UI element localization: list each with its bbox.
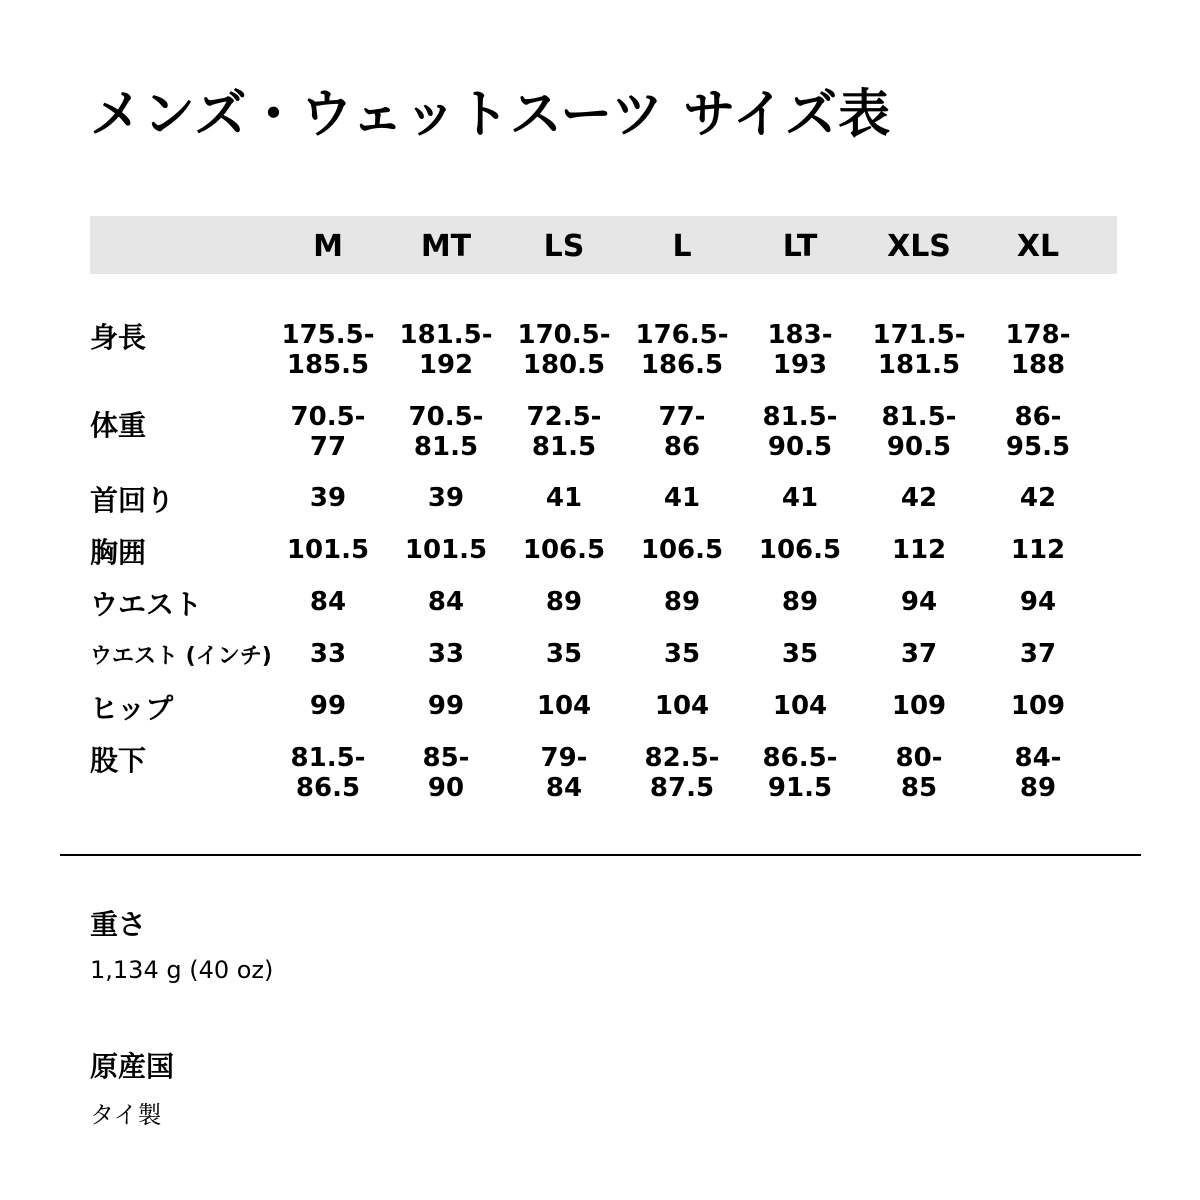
- table-cell: 101.5: [286, 535, 370, 565]
- row-label-waist-inches: ウエスト (インチ): [90, 644, 272, 669]
- table-cell: 42: [1019, 483, 1057, 513]
- table-cell: 42: [900, 483, 938, 513]
- table-cell: 41: [781, 483, 819, 513]
- row-label-inseam: 股下: [90, 744, 147, 777]
- table-cell: 39: [309, 483, 347, 513]
- table-cell: 109: [1010, 691, 1066, 721]
- table-cell: 41: [663, 483, 701, 513]
- column-header-xl: XL: [1016, 229, 1060, 264]
- table-cell: 99: [427, 691, 465, 721]
- table-cell: 35: [663, 639, 701, 669]
- column-header-xls: XLS: [887, 229, 951, 264]
- table-cell: 101.5: [404, 535, 488, 565]
- row-label-waist: ウエスト: [90, 588, 203, 621]
- table-cell: 85- 90: [422, 743, 470, 803]
- table-cell: 183- 193: [767, 320, 833, 380]
- table-cell: 104: [654, 691, 710, 721]
- origin-value: タイ製: [90, 1101, 162, 1129]
- table-cell: 70.5- 77: [290, 402, 366, 462]
- table-cell: 33: [427, 639, 465, 669]
- table-cell: 109: [891, 691, 947, 721]
- table-cell: 82.5- 87.5: [644, 743, 720, 803]
- table-cell: 84: [427, 587, 465, 617]
- table-cell: 79- 84: [540, 743, 588, 803]
- table-cell: 106.5: [758, 535, 842, 565]
- table-cell: 99: [309, 691, 347, 721]
- table-cell: 106.5: [640, 535, 724, 565]
- section-divider: [60, 854, 1141, 856]
- weight-value: 1,134 g (40 oz): [90, 956, 274, 984]
- table-cell: 35: [781, 639, 819, 669]
- column-header-mt: MT: [420, 229, 472, 264]
- table-cell: 77- 86: [658, 402, 706, 462]
- table-cell: 81.5- 90.5: [762, 402, 838, 462]
- column-header-l: L: [672, 229, 692, 264]
- table-cell: 41: [545, 483, 583, 513]
- row-label-height: 身長: [90, 321, 147, 354]
- table-cell: 104: [772, 691, 828, 721]
- table-cell: 35: [545, 639, 583, 669]
- table-cell: 175.5- 185.5: [281, 320, 375, 380]
- table-cell: 106.5: [522, 535, 606, 565]
- column-header-m: M: [313, 229, 343, 264]
- table-cell: 170.5- 180.5: [517, 320, 611, 380]
- column-header-ls: LS: [543, 229, 585, 264]
- table-cell: 181.5- 192: [399, 320, 493, 380]
- table-cell: 84: [309, 587, 347, 617]
- table-cell: 33: [309, 639, 347, 669]
- table-cell: 94: [1019, 587, 1057, 617]
- table-cell: 94: [900, 587, 938, 617]
- row-label-neck: 首回り: [90, 484, 175, 517]
- table-cell: 112: [891, 535, 947, 565]
- page-title: メンズ・ウェットスーツ サイズ表: [90, 85, 892, 145]
- table-cell: 104: [536, 691, 592, 721]
- table-cell: 72.5- 81.5: [526, 402, 602, 462]
- column-header-lt: LT: [782, 229, 818, 264]
- origin-label: 原産国: [90, 1050, 175, 1083]
- table-cell: 80- 85: [895, 743, 943, 803]
- weight-label: 重さ: [90, 908, 147, 941]
- table-cell: 81.5- 90.5: [881, 402, 957, 462]
- table-cell: 86.5- 91.5: [762, 743, 838, 803]
- row-label-chest: 胸囲: [90, 536, 147, 569]
- table-cell: 112: [1010, 535, 1066, 565]
- table-cell: 178- 188: [1005, 320, 1071, 380]
- table-cell: 37: [1019, 639, 1057, 669]
- table-cell: 39: [427, 483, 465, 513]
- table-cell: 89: [545, 587, 583, 617]
- table-cell: 89: [781, 587, 819, 617]
- row-label-hip: ヒップ: [90, 692, 174, 725]
- table-cell: 171.5- 181.5: [872, 320, 966, 380]
- table-cell: 176.5- 186.5: [635, 320, 729, 380]
- table-cell: 70.5- 81.5: [408, 402, 484, 462]
- table-cell: 37: [900, 639, 938, 669]
- table-cell: 89: [663, 587, 701, 617]
- row-label-weight: 体重: [90, 409, 147, 442]
- table-cell: 81.5- 86.5: [290, 743, 366, 803]
- table-cell: 84- 89: [1014, 743, 1062, 803]
- table-cell: 86- 95.5: [1005, 402, 1071, 462]
